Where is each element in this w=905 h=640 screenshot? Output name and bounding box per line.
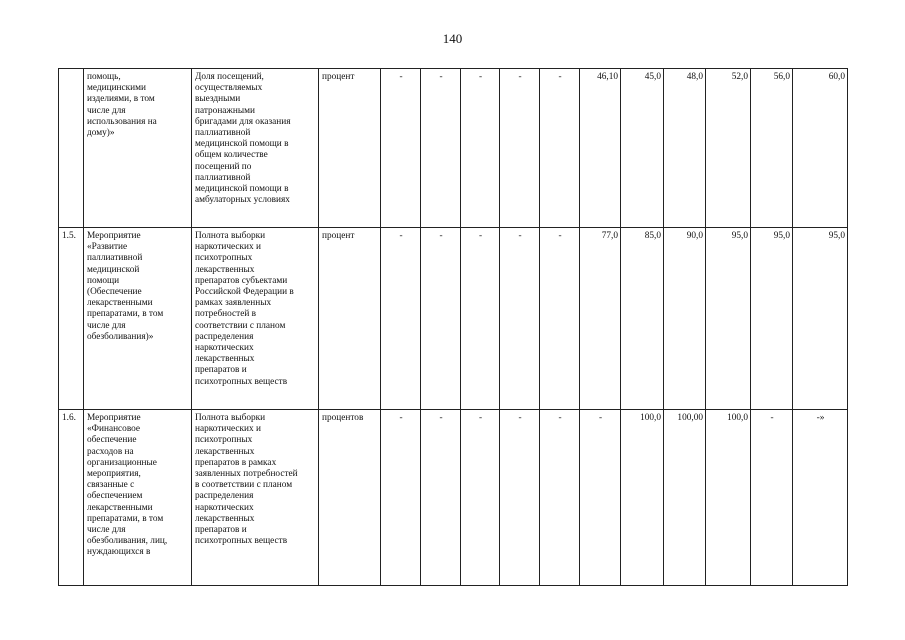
value-cell: -	[421, 410, 461, 586]
table-row	[59, 69, 848, 228]
value-cell: -	[500, 69, 540, 228]
value-cell: -	[421, 228, 461, 410]
unit: процент	[319, 69, 381, 228]
value-cell: 46,10	[580, 69, 621, 228]
value-cell: -	[540, 410, 580, 586]
value-cell: -	[751, 410, 793, 586]
measure-name: Мероприятие «Развитие паллиативной медицинской помощи (Обеспечение лекарственными препаратами, в том числе для обезболивания)»	[84, 228, 192, 410]
measure-name: помощь, медицинскими изделиями, в том числе для использования на дому)»	[84, 69, 192, 228]
value-cell: 100,0	[706, 410, 751, 586]
row-number	[59, 69, 84, 228]
value-cell: -	[461, 410, 500, 586]
value-cell: -»	[793, 410, 848, 586]
row-number: 1.6.	[59, 410, 84, 586]
value-cell: 85,0	[621, 228, 664, 410]
value-cell: 95,0	[706, 228, 751, 410]
value-cell: 48,0	[664, 69, 706, 228]
value-cell: -	[461, 69, 500, 228]
indicator-name: Полнота выборки наркотических и психотропных лекарственных препаратов субъектами Российской Федерации в рамках заявленных потребностей в соответствии с планом распределения наркотических лекарственных препаратов и психотропных веществ	[192, 228, 319, 410]
value-cell: 52,0	[706, 69, 751, 228]
unit: процентов	[319, 410, 381, 586]
value-cell: 100,0	[621, 410, 664, 586]
page-number: 140	[442, 31, 463, 46]
value-cell: 95,0	[751, 228, 793, 410]
unit: процент	[319, 228, 381, 410]
value-cell: -	[580, 410, 621, 586]
measure-name: Мероприятие «Финансовое обеспечение расходов на организационные мероприятия, связанные с обеспечением лекарственными препаратами, в том числе для обезболивания, лиц, нуждающихся в	[84, 410, 192, 586]
table-row	[59, 228, 848, 410]
value-cell: -	[461, 228, 500, 410]
value-cell: -	[500, 228, 540, 410]
value-cell: -	[381, 228, 421, 410]
value-cell: -	[381, 410, 421, 586]
indicator-name: Полнота выборки наркотических и психотропных лекарственных препаратов в рамках заявленных потребностей в соответствии с планом распределения наркотических лекарственных препаратов и психотропных веществ	[192, 410, 319, 586]
value-cell: 45,0	[621, 69, 664, 228]
value-cell: 60,0	[793, 69, 848, 228]
value-cell: -	[540, 228, 580, 410]
indicator-name: Доля посещений, осуществляемых выездными патронажными бригадами для оказания паллиативной медицинской помощи в общем количестве посещений по паллиативной медицинской помощи в амбулаторных условиях	[192, 69, 319, 228]
value-cell: 90,0	[664, 228, 706, 410]
value-cell: 95,0	[793, 228, 848, 410]
value-cell: 77,0	[580, 228, 621, 410]
row-number: 1.5.	[59, 228, 84, 410]
value-cell: 56,0	[751, 69, 793, 228]
table-row	[59, 410, 848, 586]
indicators-table	[58, 68, 848, 586]
value-cell: -	[421, 69, 461, 228]
value-cell: -	[381, 69, 421, 228]
value-cell: -	[500, 410, 540, 586]
value-cell: 100,00	[664, 410, 706, 586]
value-cell: -	[540, 69, 580, 228]
